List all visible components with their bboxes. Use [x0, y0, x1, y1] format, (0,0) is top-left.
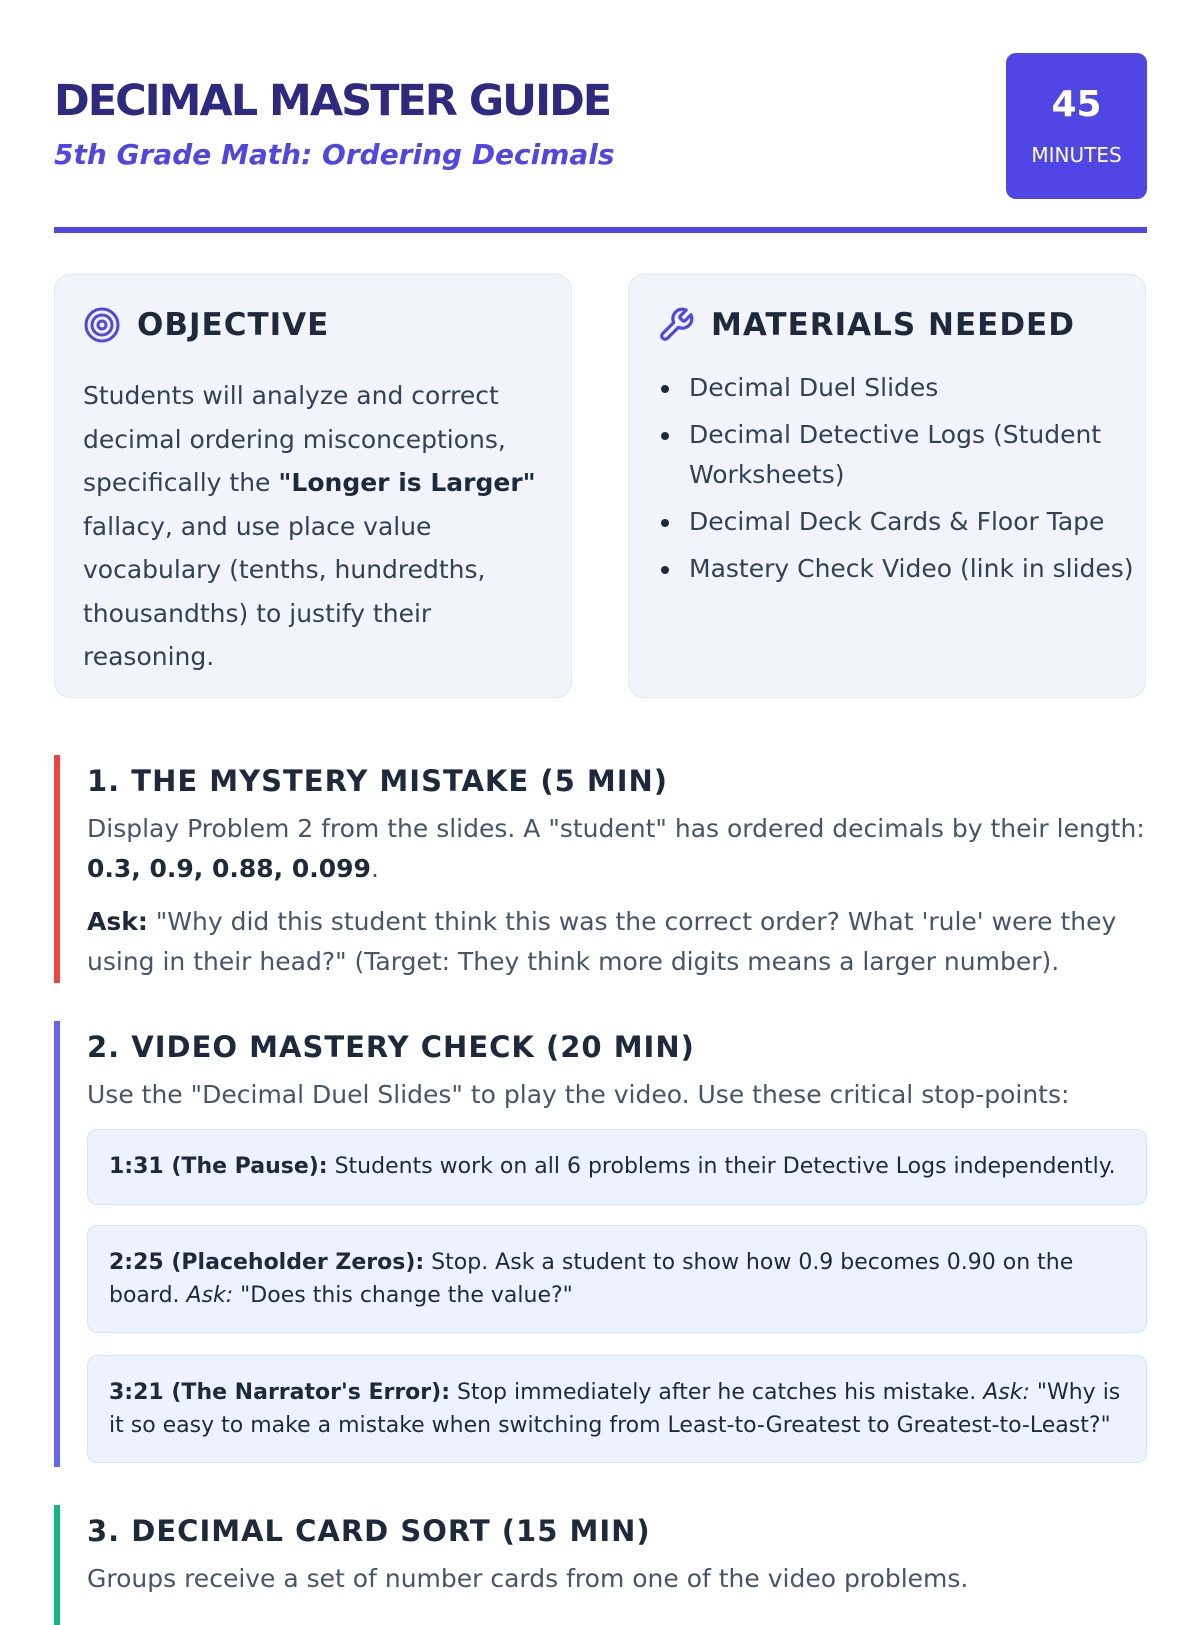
objective-text-end: fallacy, and use place value vocabulary (tenths, hundredths, thousandths) to justify their reasoning. [83, 511, 486, 671]
section-heading: 1. THE MYSTERY MISTAKE (5 MIN) [87, 764, 669, 798]
target-icon [83, 306, 121, 344]
lesson-plan-page [54, 0, 1147, 1600]
stop-point-ask-label: Ask: [983, 1380, 1030, 1405]
stop-point-card [87, 1225, 1147, 1333]
stop-point-label: 2:25 (Placeholder Zeros): [109, 1250, 425, 1275]
materials-item: Decimal Deck Cards & Floor Tape [689, 502, 1159, 542]
materials-item: Mastery Check Video (link in slides) [689, 549, 1159, 589]
materials-item: Decimal Detective Logs (Student Worksheets) [689, 415, 1159, 495]
stop-point-card [87, 1129, 1147, 1205]
section-mystery-mistake [54, 755, 1147, 983]
duration-value: 45 [1051, 84, 1102, 125]
section-intro: Groups receive a set of number cards from one of the video problems. [87, 1564, 969, 1593]
stop-point-text: Stop. Ask a student to show how 0.9 becomes 0.90 on the board. [109, 1250, 1074, 1308]
ask-text: "Why did this student think this was the correct order? What 'rule' were they using in their head?" (Target: They think more digits means a larger number). [87, 907, 1117, 976]
materials-card [628, 274, 1146, 698]
objective-heading [83, 305, 329, 345]
stop-point-label: 3:21 (The Narrator's Error): [109, 1380, 450, 1405]
objective-heading-label: OBJECTIVE [137, 307, 330, 343]
section-ask [87, 902, 1147, 982]
section-video-mastery [54, 1021, 1147, 1467]
duration-unit: MINUTES [1031, 143, 1122, 167]
objective-card [54, 274, 572, 698]
objective-emphasis: "Longer is Larger" [278, 468, 536, 497]
section-accent-bar [54, 1021, 60, 1467]
materials-list [657, 368, 1159, 596]
sequence-period: . [370, 854, 379, 883]
objective-text [83, 374, 545, 679]
header-divider [54, 227, 1147, 233]
objective-text-start: Students will analyze and correct decimal ordering misconceptions, specifically the [83, 381, 506, 497]
materials-item: Decimal Duel Slides [689, 368, 1159, 408]
section-heading: 2. VIDEO MASTERY CHECK (20 MIN) [87, 1030, 695, 1064]
stop-point-text: Students work on all 6 problems in their Detective Logs independently. [327, 1154, 1116, 1179]
ask-label: Ask: [87, 907, 148, 936]
section-intro-text: Display Problem 2 from the slides. A "student" has ordered decimals by their length: [87, 814, 1145, 843]
stop-point-label: 1:31 (The Pause): [109, 1154, 328, 1179]
section-intro [87, 809, 1147, 889]
page-subtitle: 5th Grade Math: Ordering Decimals [54, 138, 615, 171]
stop-point-ask-text: "Why is it so easy to make a mistake when switching from Least-to-Greatest to Greatest-to-Least?" [109, 1380, 1121, 1438]
section-heading: 3. DECIMAL CARD SORT (15 MIN) [87, 1514, 651, 1548]
stop-point-text: Stop immediately after he catches his mistake. [450, 1380, 984, 1405]
materials-heading [657, 305, 1075, 345]
section-intro: Use the "Decimal Duel Slides" to play the video. Use these critical stop-points: [87, 1080, 1070, 1109]
duration-badge [1006, 53, 1147, 199]
stop-point-ask-text: "Does this change the value?" [233, 1283, 573, 1308]
materials-heading-label: MATERIALS NEEDED [711, 307, 1075, 343]
page-title: DECIMAL MASTER GUIDE [54, 76, 611, 126]
wrench-icon [657, 306, 695, 344]
stop-point-card [87, 1355, 1147, 1463]
section-accent-bar [54, 755, 60, 983]
section-card-sort [54, 1505, 1147, 1625]
page-header [54, 53, 1147, 201]
stop-point-ask-label: Ask: [186, 1283, 234, 1308]
section-accent-bar [54, 1505, 60, 1625]
decimal-sequence: 0.3, 0.9, 0.88, 0.099 [87, 854, 371, 883]
